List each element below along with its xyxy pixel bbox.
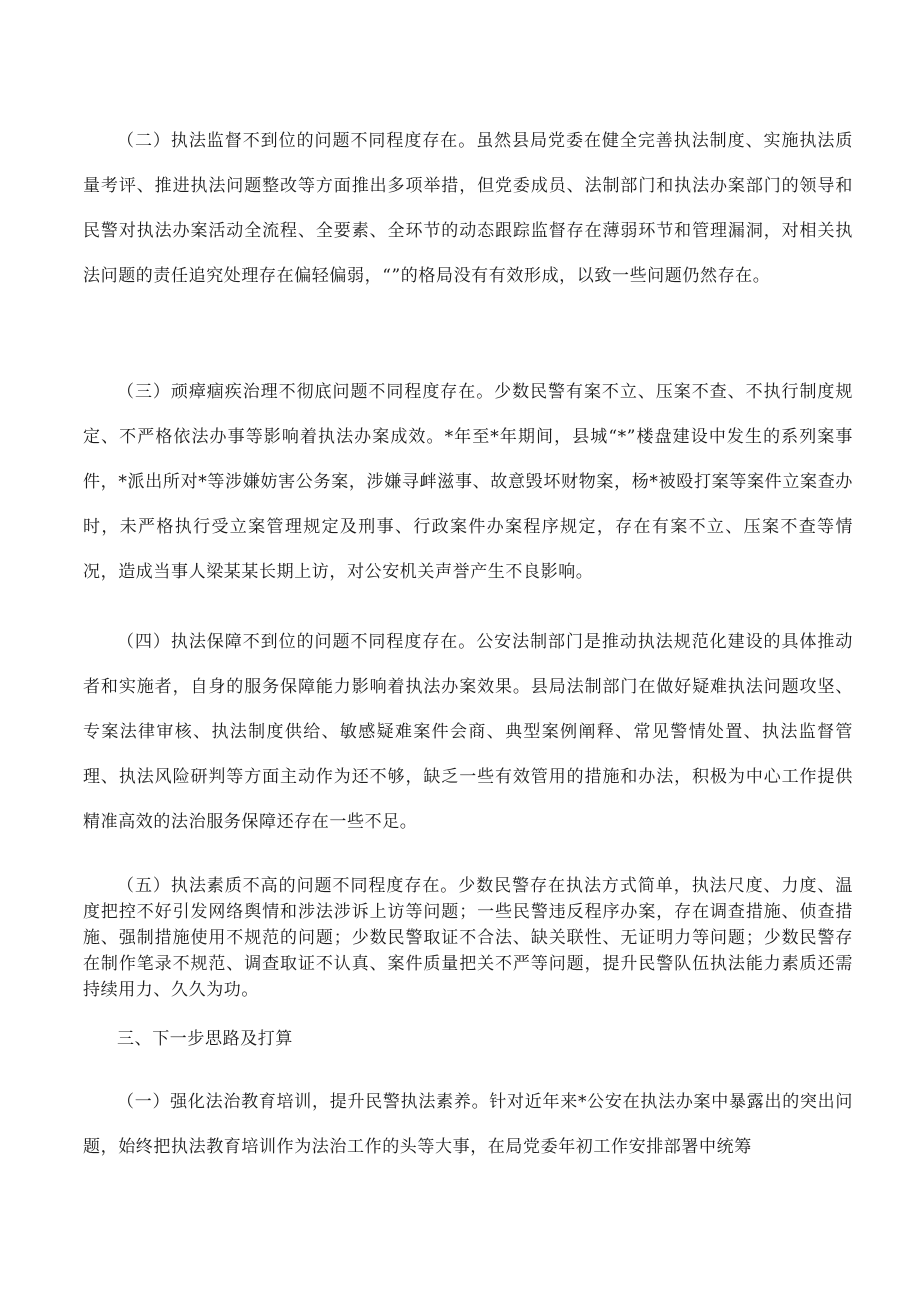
section-heading-next-steps: 三、下一步思路及打算 (117, 1029, 293, 1049)
paragraph-governance-issue: （三）顽瘴痼疾治理不彻底问题不同程度存在。少数民警有案不立、压案不查、不执行制度规定、不严格依法办事等影响着执法办案成效。*年至*年期间，县城“*”楼盘建设中发生的系列案事件，*派出所对*等涉嫌妨害公务案，涉嫌寻衅滋事、故意毁坏财物案，杨*被殴打案等案件立案查办时，未严格执行受立案管理规定及刑事、行政案件办案程序规定，存在有案不立、压案不查等情况，造成当事人梁某某长期上访，对公安机关声誉产生不良影响。 (83, 382, 853, 582)
paragraph-guarantee-issue: （四）执法保障不到位的问题不同程度存在。公安法制部门是推动执法规范化建设的具体推动者和实施者，自身的服务保障能力影响着执法办案效果。县局法制部门在做好疑难执法问题攻坚、专案法律审核、执法制度供给、敏感疑难案件会商、典型案例阐释、常见警情处置、执法监督管理、执法风险研判等方面主动作为还不够，缺乏一些有效管用的措施和办法，积极为中心工作提供精准高效的法治服务保障还存在一些不足。 (83, 632, 853, 832)
paragraph-quality-issue: （五）执法素质不高的问题不同程度存在。少数民警存在执法方式简单，执法尺度、力度、温度把控不好引发网络舆情和涉法涉诉上访等问题；一些民警违反程序办案，存在调查措施、侦查措施、强制措施使用不规范的问题；少数民警取证不合法、缺关联性、无证明力等问题；少数民警存在制作笔录不规范、调查取证不认真、案件质量把关不严等问题，提升民警队伍执法能力素质还需持续用力、久久为功。 (83, 876, 853, 1000)
paragraph-supervision-issue: （二）执法监督不到位的问题不同程度存在。虽然县局党委在健全完善执法制度、实施执法质量考评、推进执法问题整改等方面推出多项举措，但党委成员、法制部门和执法办案部门的领导和民警对执法办案活动全流程、全要素、全环节的动态跟踪监督存在薄弱环节和管理漏洞，对相关执法问题的责任追究处理存在偏轻偏弱，“”的格局没有有效形成，以致一些问题仍然存在。 (83, 131, 853, 286)
paragraph-training-plan: （一）强化法治教育培训，提升民警执法素养。针对近年来*公安在执法办案中暴露出的突出问题，始终把执法教育培训作为法治工作的头等大事，在局党委年初工作安排部署中统筹 (83, 1092, 853, 1157)
